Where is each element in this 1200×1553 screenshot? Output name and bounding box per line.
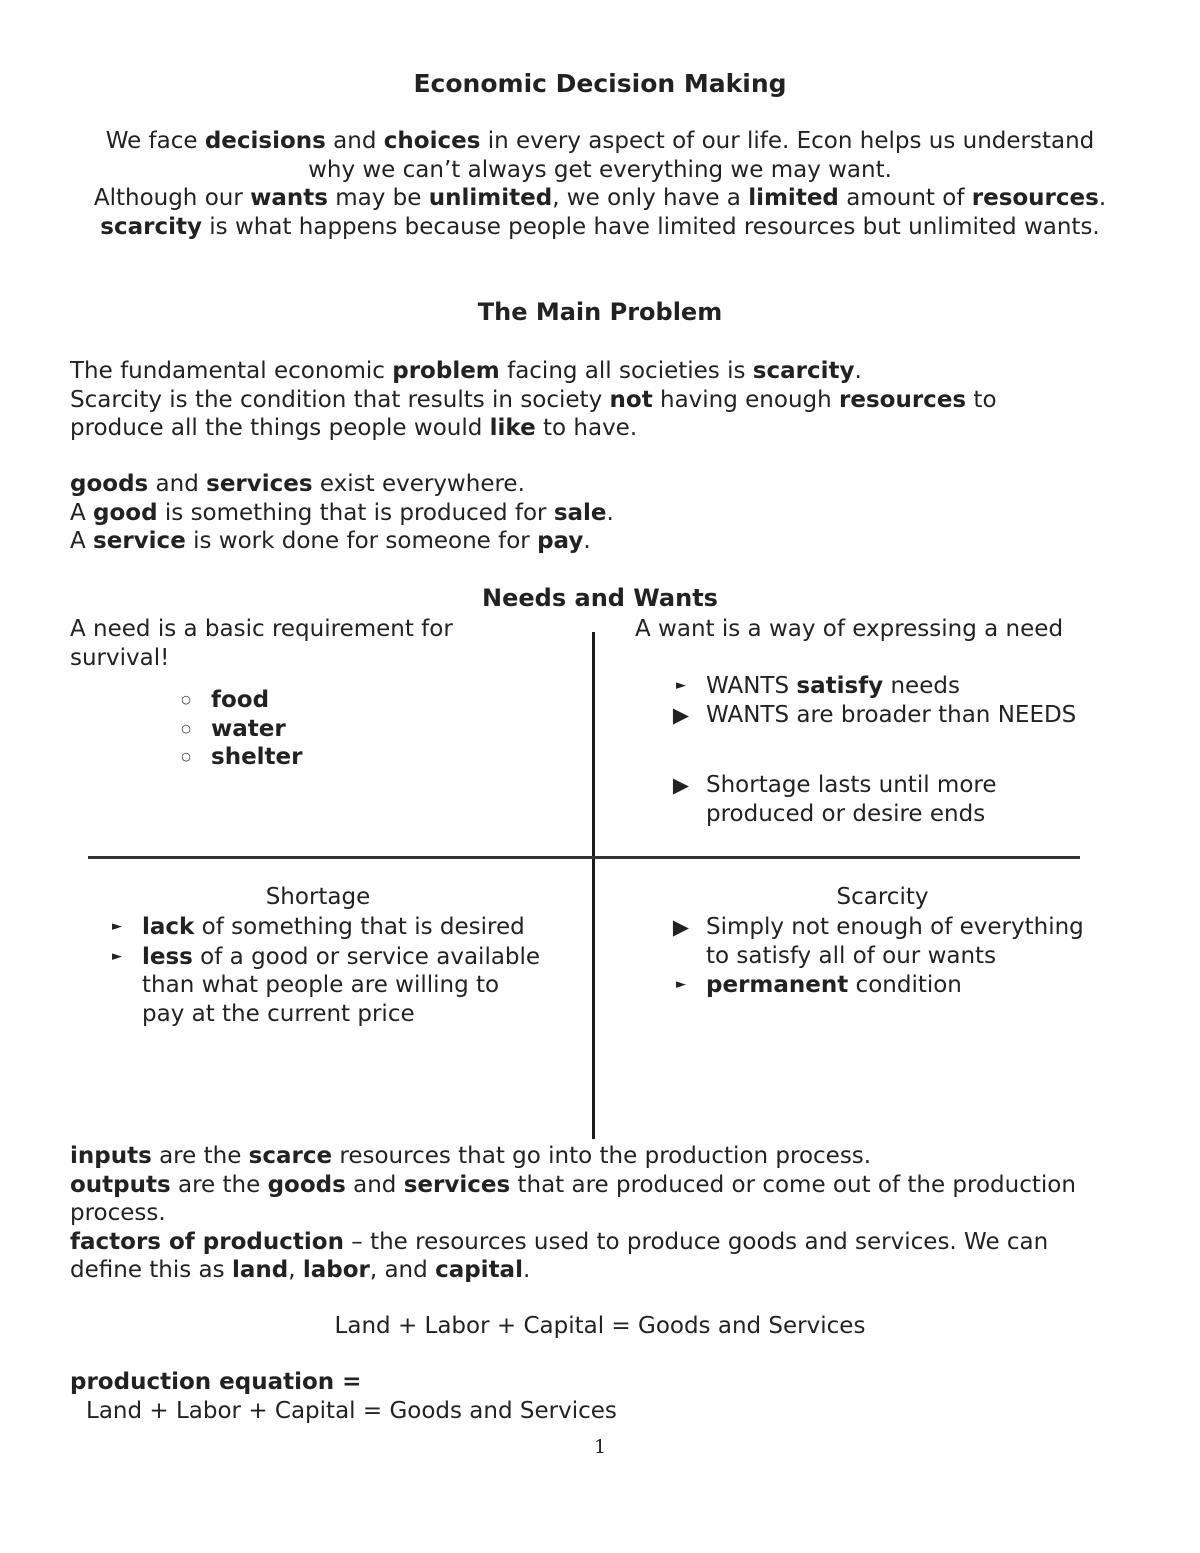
list-item: ▶ Simply not enough of everything to satisfy all of our wants <box>672 914 1084 969</box>
list-item: ► less of a good or service available than what people are willing to pay at the current price <box>142 943 540 1029</box>
circle-bullet-icon: ○ <box>181 750 191 764</box>
intro-paragraph <box>0 127 1200 241</box>
main-problem-line-1: The fundamental economic problem facing all societies is scarcity. <box>70 358 862 384</box>
service-definition: A service is work done for someone for pay. <box>70 528 591 555</box>
scarcity-list <box>672 913 1084 1000</box>
main-problem-paragraph <box>70 357 997 443</box>
factors-of-production-continued: define this as land, labor, and capital. <box>70 1257 531 1284</box>
shortage-list <box>112 913 541 1028</box>
arrow-bullet-icon: ▶ <box>672 773 690 797</box>
page-number: 1 <box>593 1436 607 1458</box>
shortage-note-list <box>672 771 997 828</box>
list-item: ▶ Shortage lasts until more produced or desire ends <box>672 772 997 827</box>
want-definition: A want is a way of expressing a need <box>635 616 1064 642</box>
need-definition-line-2: survival! <box>70 644 170 671</box>
production-equation: Land + Labor + Capital = Goods and Services <box>86 1398 617 1424</box>
needs-wants-heading: Needs and Wants <box>482 584 718 612</box>
list-item: ○ food <box>211 686 302 715</box>
need-list <box>181 686 303 772</box>
intro-line-3: Although our wants may be unlimited, we only have a limited amount of resources. <box>93 185 1107 212</box>
intro-line-1: We face decisions and choices in every aspect of our life. Econ helps us understand <box>105 128 1095 154</box>
list-item: ► lack of something that is desired <box>142 913 540 942</box>
quadrant-horizontal-divider <box>88 856 1080 859</box>
inputs-definition: inputs are the scarce resources that go into the production process. <box>70 1143 872 1169</box>
need-definition-line-1: A need is a basic requirement for <box>70 616 453 642</box>
shortage-heading: Shortage <box>265 884 371 910</box>
production-formula: Land + Labor + Capital = Goods and Services <box>334 1313 866 1339</box>
list-item: ○ shelter <box>211 743 302 772</box>
outputs-definition: outputs are the goods and services that are produced or come out of the production <box>70 1171 1076 1198</box>
main-problem-line-3: produce all the things people would like to have. <box>70 415 638 442</box>
arrow-bullet-icon: ► <box>676 678 686 693</box>
arrow-bullet-icon: ▶ <box>672 915 690 939</box>
list-item: ► WANTS satisfy needs <box>706 672 1076 701</box>
need-quadrant <box>70 615 570 672</box>
goods-services-line-1: goods and services exist everywhere. <box>70 471 525 497</box>
main-problem-line-2: Scarcity is the condition that results in society not having enough resources to <box>70 386 997 413</box>
page-title: Economic Decision Making <box>413 69 787 98</box>
list-item: ▶ WANTS are broader than NEEDS <box>672 701 1077 728</box>
arrow-bullet-icon: ► <box>676 977 686 993</box>
quadrant-vertical-divider <box>592 632 595 1139</box>
main-problem-heading: The Main Problem <box>477 298 723 326</box>
outputs-definition-continued: process. <box>70 1200 166 1227</box>
production-equation-label: production equation = <box>70 1369 362 1395</box>
intro-line-2: why we can’t always get everything we may want. <box>308 156 892 183</box>
arrow-bullet-icon: ▶ <box>672 702 690 727</box>
good-definition: A good is something that is produced for sale. <box>70 499 614 526</box>
production-paragraph <box>70 1142 1076 1285</box>
want-list <box>672 672 1077 729</box>
circle-bullet-icon: ○ <box>181 693 191 706</box>
arrow-bullet-icon: ► <box>112 948 122 964</box>
scarcity-heading: Scarcity <box>836 884 929 910</box>
list-item: ► permanent condition <box>706 971 1084 1000</box>
goods-services-paragraph <box>70 470 614 556</box>
intro-line-4: scarcity is what happens because people have limited resources but unlimited wants. <box>100 213 1100 240</box>
arrow-bullet-icon: ► <box>112 919 122 934</box>
list-item: ○ water <box>211 715 302 744</box>
factors-of-production-definition: factors of production – the resources used to produce goods and services. We can <box>70 1228 1049 1255</box>
circle-bullet-icon: ○ <box>181 721 191 735</box>
